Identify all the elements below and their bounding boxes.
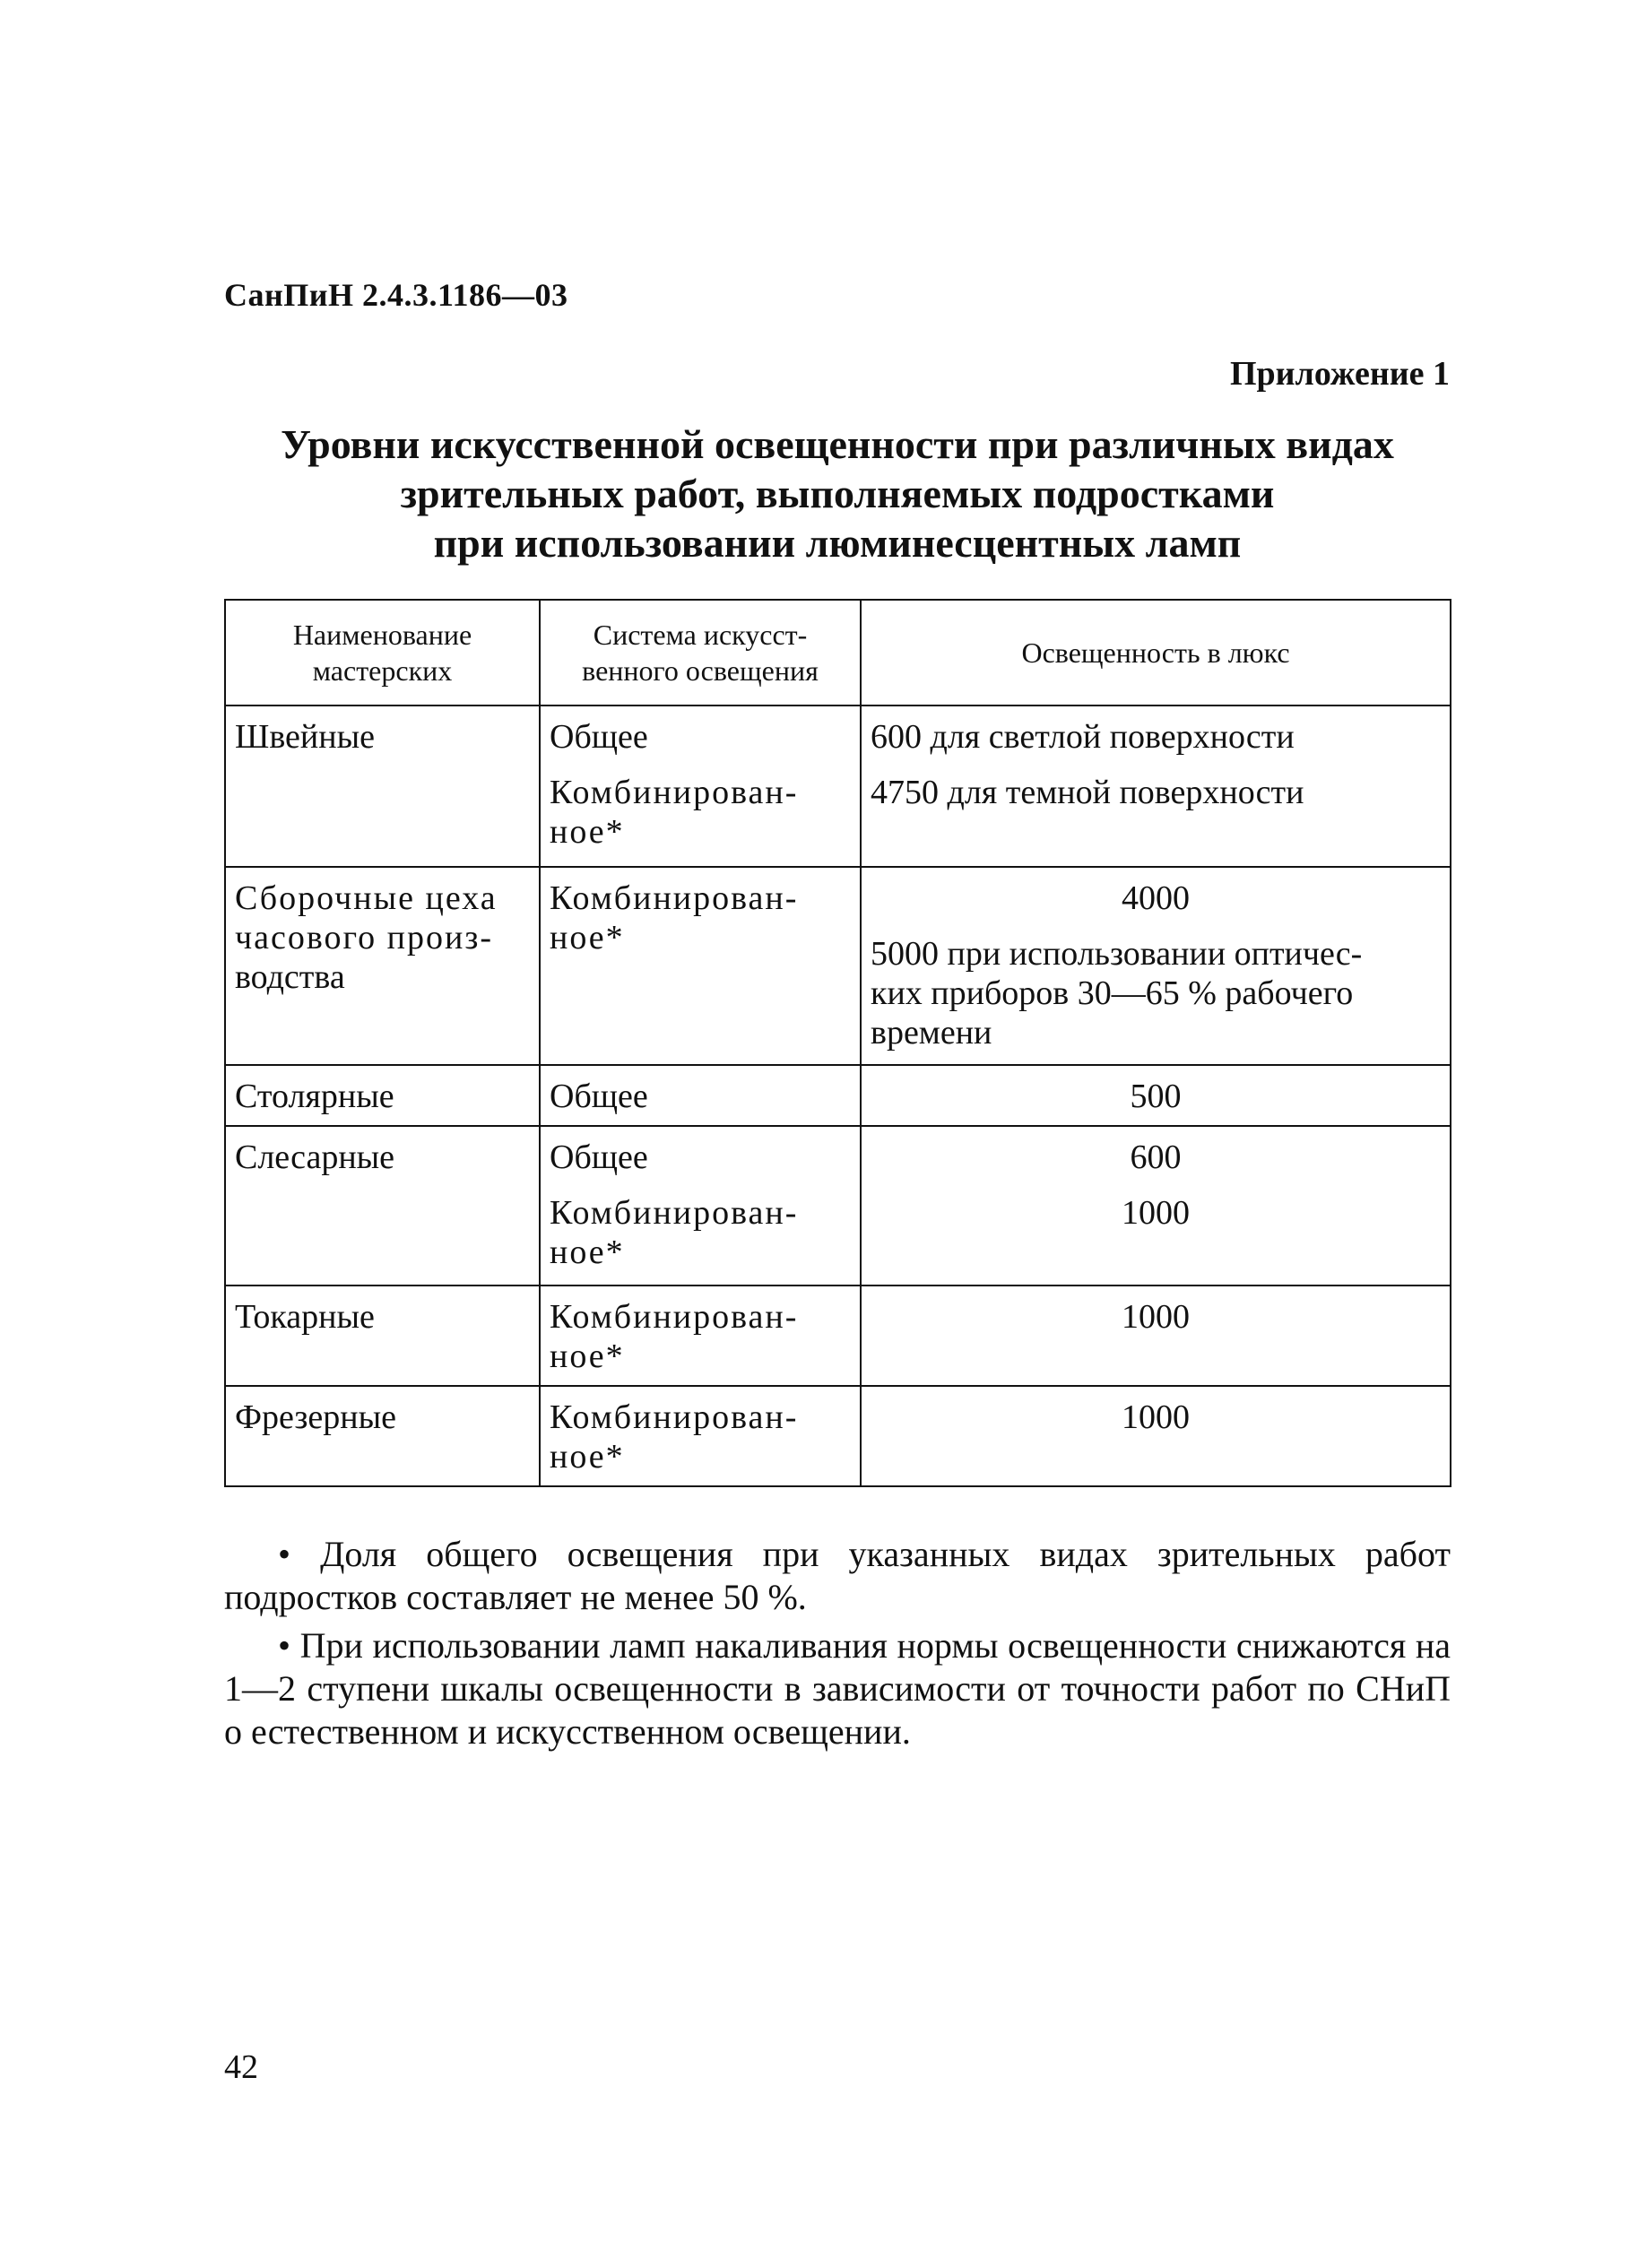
system-item: Комбинирован- ное*	[550, 1194, 799, 1271]
note-paragraph: • Доля общего освещения при указанных видах зрительных работ подростков составляет не менее 50 %.	[224, 1534, 1451, 1617]
system-item: Комбинирован- ное*	[550, 774, 799, 851]
lux-item: 1000	[1122, 1398, 1190, 1436]
cell-illuminance	[861, 867, 1451, 1065]
header-workshop: Наименование мастерских	[225, 600, 540, 706]
cell-workshop: Слесарные	[225, 1126, 540, 1285]
cell-illuminance	[861, 1285, 1451, 1386]
system-item: Общее	[550, 1078, 648, 1115]
system-item: Комбинирован- ное*	[550, 1298, 799, 1375]
system-item: Общее	[550, 718, 648, 756]
cell-workshop: Фрезерные	[225, 1386, 540, 1486]
appendix-label: Приложение 1	[1229, 355, 1450, 393]
title-line-1: Уровни искусственной освещенности при различных видах	[281, 421, 1394, 467]
header-lighting-system: Система искусст- венного освещения	[540, 600, 861, 706]
lux-item: 600 для светлой поверхности	[871, 718, 1295, 756]
table-row	[225, 867, 1451, 1065]
cell-system	[540, 1126, 861, 1285]
table-row	[225, 1386, 1451, 1486]
header-illuminance: Освещенность в люкс	[861, 600, 1451, 706]
cell-system	[540, 1065, 861, 1126]
lux-item: 4750 для темной поверхности	[871, 774, 1304, 811]
title-line-3: при использовании люминесцентных ламп	[433, 520, 1242, 566]
document-title	[224, 420, 1451, 567]
cell-workshop: Швейные	[225, 706, 540, 867]
lux-item: 500	[1130, 1078, 1182, 1115]
document-code: СанПиН 2.4.3.1186—03	[224, 277, 568, 313]
cell-workshop: Сборочные цеха часового произ- водства	[225, 867, 540, 1065]
lux-item: 4000	[1122, 879, 1190, 917]
lux-item: 5000 при использовании оптичес- ких приборов 30—65 % рабочего времени	[871, 935, 1363, 1052]
notes-section	[224, 1533, 1451, 1759]
cell-illuminance	[861, 1126, 1451, 1285]
cell-system	[540, 1386, 861, 1486]
table-row	[225, 706, 1451, 867]
cell-illuminance	[861, 706, 1451, 867]
cell-workshop: Токарные	[225, 1285, 540, 1386]
cell-system	[540, 706, 861, 867]
title-line-2: зрительных работ, выполняемых подростками	[400, 471, 1275, 516]
cell-illuminance	[861, 1065, 1451, 1126]
lux-item: 600	[1130, 1138, 1182, 1176]
page-number: 42	[224, 2048, 258, 2086]
lux-item: 1000	[1122, 1194, 1190, 1232]
illumination-table	[224, 599, 1451, 1487]
table-header-row	[225, 600, 1451, 706]
system-item: Комбинирован- ное*	[550, 879, 799, 957]
table-row	[225, 1126, 1451, 1285]
cell-workshop: Столярные	[225, 1065, 540, 1126]
table-row	[225, 1285, 1451, 1386]
cell-system	[540, 1285, 861, 1386]
lux-item: 1000	[1122, 1298, 1190, 1336]
note-paragraph: • При использовании ламп накаливания нормы освещенности снижаются на 1—2 ступени шкалы освещенности в зависимости от точности работ по СНиП о естественном и искусственном освещении.	[224, 1625, 1451, 1752]
cell-illuminance	[861, 1386, 1451, 1486]
system-item: Комбинирован- ное*	[550, 1398, 799, 1476]
system-item: Общее	[550, 1138, 648, 1176]
table-row	[225, 1065, 1451, 1126]
cell-system	[540, 867, 861, 1065]
